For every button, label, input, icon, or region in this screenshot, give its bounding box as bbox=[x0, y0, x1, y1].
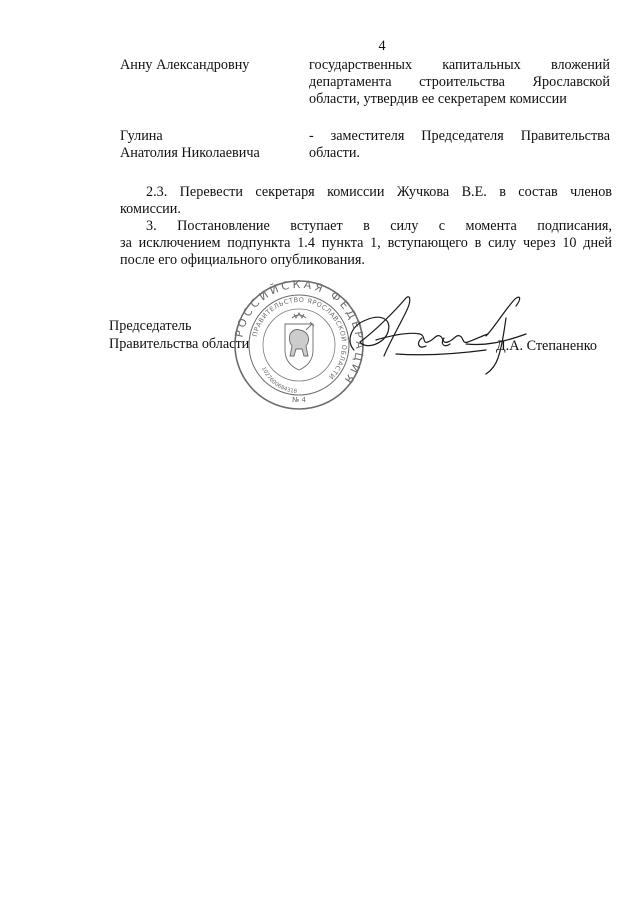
paragraph-line: 2.3. Перевести секретаря комиссии Жучкова В.Е. в состав членов bbox=[146, 184, 612, 200]
paragraph-line: после его официального опубликования. bbox=[120, 252, 365, 268]
member-name: Гулина bbox=[120, 128, 163, 144]
member-role-line: департамента строительства Ярославской bbox=[309, 74, 610, 90]
signatory-title-line1: Председатель bbox=[109, 318, 192, 334]
svg-text:№ 4: № 4 bbox=[292, 396, 306, 404]
member-role-line: государственных капитальных вложений bbox=[309, 57, 610, 73]
svg-text:1027600684318: 1027600684318 bbox=[259, 366, 298, 395]
member-name: Анатолия Николаевича bbox=[120, 145, 260, 161]
paragraph-line: комиссии. bbox=[120, 201, 181, 217]
coat-of-arms-icon bbox=[285, 313, 314, 370]
signatory-title-line2: Правительства области bbox=[109, 336, 250, 352]
member-name: Анну Александровну bbox=[120, 57, 250, 73]
handwritten-signature bbox=[336, 284, 536, 382]
svg-text:ПРАВИТЕЛЬСТВО ЯРОСЛАВСКОЙ ОБЛА: ПРАВИТЕЛЬСТВО ЯРОСЛАВСКОЙ ОБЛАСТИ bbox=[250, 295, 349, 381]
paragraph-line: за исключением подпункта 1.4 пункта 1, вступающего в силу через 10 дней bbox=[120, 235, 612, 251]
paragraph-line: 3. Постановление вступает в силу с момента подписания, bbox=[146, 218, 612, 234]
member-role-line: области, утвердив ее секретарем комиссии bbox=[309, 91, 567, 107]
member-role-line: области. bbox=[309, 145, 360, 161]
signatory-name: Д.А. Степаненко bbox=[496, 338, 597, 354]
page-number: 4 bbox=[378, 38, 386, 54]
svg-text:РОССИЙСКАЯ ФЕДЕРАЦИЯ: РОССИЙСКАЯ ФЕДЕРАЦИЯ bbox=[232, 278, 366, 388]
member-role-line: - заместителя Председателя Правительства bbox=[309, 128, 610, 144]
